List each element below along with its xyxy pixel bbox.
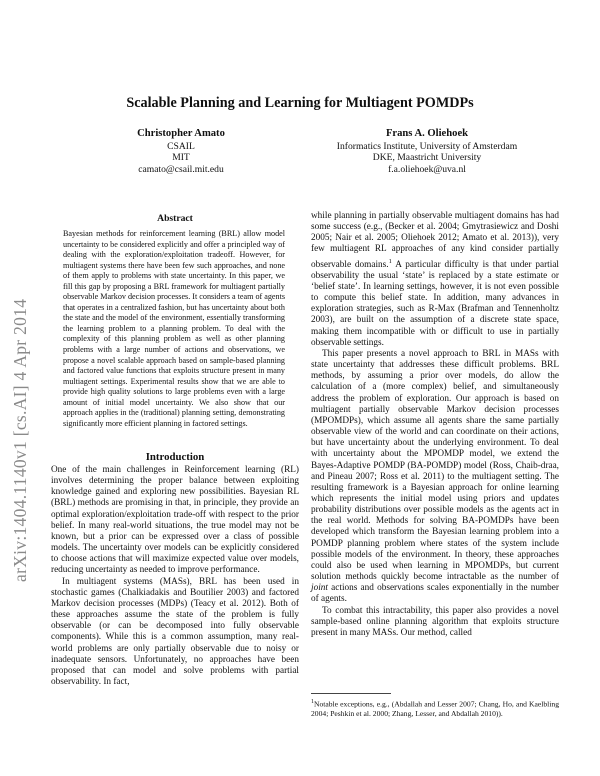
paragraph-text: while planning in partially observable multiagent domains has had some success (e.g., (Becker et al. 2004; Gmytrasiewicz and Doshi 2005; Nair et al. 2005; Oliehoek 2012; Amato et al. 2013)), very few multiagent RL approaches of any kind consider partially observable domains. bbox=[311, 211, 559, 270]
paragraph-text: This paper presents a novel approach to BRL in MASs with state uncertainty that addresses these difficult problems. BRL methods, by assuming a prior over models, do allow the calculation of a (more complex) belief, and simultaneously address the problem of exploration. Our approach is based on multiagent partially observable Markov decision processes (MPOMDPs), which assume all agents share the same partially observable view of the world and can coordinate on their actions, but have uncertainty about the underlying environment. To deal with uncertainty about the MPOMDP model, we extend the Bayes-Adaptive POMDP (BA-POMDP) model (Ross, Chaib-draa, and Pineau 2007; Ross et al. 2011) to the multiagent setting. The resulting framework is a Bayesian approach for online learning which represents the initial model using priors and updates probability distributions over possible models as the agents act in the real world. Methods for solving BA-POMDPs have been developed which transform the Bayesian learning problem into a POMDP planning problem where states of the system include possible models of the environment. In theory, these approaches could also be used when learning in MPOMDPs, but current solution methods quickly become intractable as the number of bbox=[311, 348, 559, 583]
author-affiliation: MIT bbox=[172, 152, 190, 164]
arxiv-identifier-stamp bbox=[0, 226, 42, 586]
author-block-1 bbox=[64, 128, 298, 175]
introduction-heading: Introduction bbox=[145, 451, 205, 463]
footnote-marker: 1 bbox=[311, 699, 314, 705]
column-2-body bbox=[311, 211, 559, 639]
author-block-2 bbox=[310, 128, 544, 175]
paragraph bbox=[311, 349, 559, 606]
author-name: Frans A. Oliehoek bbox=[385, 128, 469, 139]
author-affiliation: Informatics Institute, University of Amsterdam bbox=[336, 140, 518, 152]
author-affiliation: CSAIL bbox=[167, 140, 195, 152]
column-1-body bbox=[51, 465, 299, 688]
paragraph: One of the main challenges in Reinforcement learning (RL) involves determining the proper balance between exploiting knowledge gained and exploring new possibilities. Bayesian RL (BRL) methods are promising in that, in principle, they provide an optimal exploration/exploitation trade-off with respect to the prior belief. In many real-world situations, the true model may not be known, but a prior can be expressed over a class of possible models. The uncertainty over models can be explicitly considered to choose actions that will maximize expected value over models, reducing uncertainty as needed to improve performance. bbox=[51, 465, 299, 576]
abstract-heading: Abstract bbox=[157, 213, 193, 224]
author-affiliation: DKE, Maastricht University bbox=[372, 152, 482, 164]
paragraph bbox=[311, 211, 559, 349]
paragraph-text: A particular difficulty is that under partial observability the usual ‘state’ is replaced by a state estimate or ‘belief state’. In learning settings, however, it is not even possible to compute this belief state. In addition, many advances in exploration strategies, such as R-Max (Brafman and Tennenholtz 2003), are built on the assumption of a discrete state space, making them incompatible with or difficult to use in partially observable settings. bbox=[311, 259, 559, 348]
footnote bbox=[311, 698, 559, 718]
paragraph: To combat this intractability, this paper also provides a novel sample-based online planning algorithm that exploits structure present in many MASs. Our method, called bbox=[311, 605, 559, 638]
footnote-rule bbox=[311, 693, 391, 694]
arxiv-identifier-text: arXiv:1404.1140v1 [cs.AI] 4 Apr 2014 bbox=[10, 298, 30, 582]
author-email: f.a.oliehoek@uva.nl bbox=[388, 163, 466, 175]
author-email: camato@csail.mit.edu bbox=[138, 163, 224, 175]
paragraph: In multiagent systems (MASs), BRL has been used in stochastic games (Chalkiadakis and Boutilier 2003) and factored Markov decision processes (MDPs) (Teacy et al. 2012). Both of these approaches assume the state of the problem is fully observable (or can be decomposed into fully observable components). While this is a common assumption, many real-world problems are only partially observable due to noisy or inadequate sensors. Unfortunately, no approaches have been proposed that can model and solve problems with partial observability. In fact, bbox=[51, 576, 299, 687]
author-name: Christopher Amato bbox=[137, 128, 225, 139]
footnote-text: Notable exceptions, e.g., (Abdallah and Lesser 2007; Chang, Ho, and Kaelbling 2004; Peshkin et al. 2000; Zhang, Lesser, and Abdallah 2010)). bbox=[311, 699, 559, 718]
emphasis: joint bbox=[311, 583, 328, 594]
paragraph-text: actions and observations scales exponentially in the number of agents. bbox=[311, 583, 559, 605]
footnote-marker: 1 bbox=[388, 257, 392, 265]
abstract-text: Bayesian methods for reinforcement learning (BRL) allow model uncertainty to be considered explicitly and offer a principled way of dealing with the exploration/exploitation tradeoff. However, for multiagent systems there have been few such approaches, and none of them apply to problems with state uncertainty. In this paper, we fill this gap by proposing a BRL framework for multiagent partially observable Markov decision processes. It considers a team of agents that operates in a centralized fashion, but has uncertainty about both the state and the model of the environment, essentially transforming the learning problem to a planning problem. To deal with the complexity of this planning problem as well as other planning problems with a large number of actions and observations, we propose a novel scalable approach based on sample-based planning and factored value functions that exploits structure present in many multiagent settings. Experimental results show that we are able to provide high quality solutions to large problems even with a large amount of initial model uncertainty. We also show that our approach applies in the (traditional) planning setting, demonstrating significantly more efficient planning in factored settings. bbox=[63, 229, 286, 428]
paper-title: Scalable Planning and Learning for Multiagent POMDPs bbox=[126, 95, 474, 111]
